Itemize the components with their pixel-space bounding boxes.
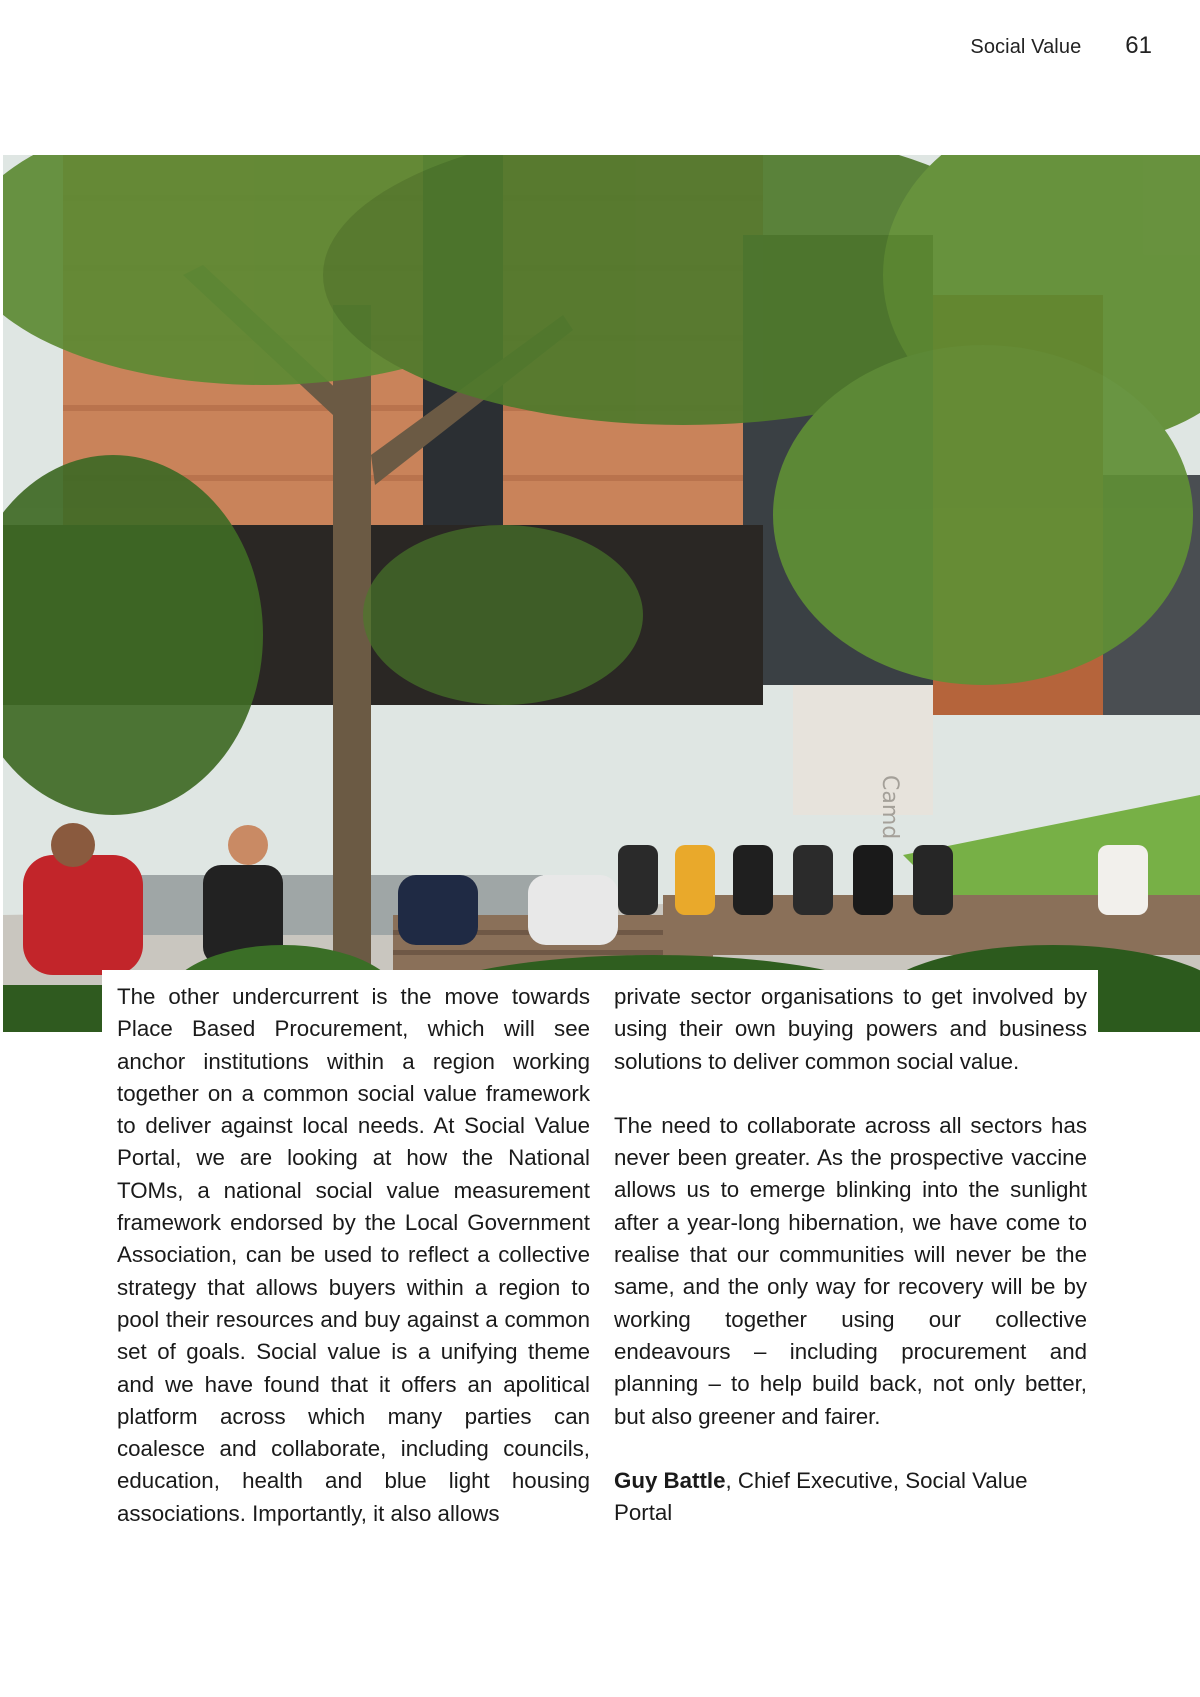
body-paragraph: The other undercurrent is the move towards Place Based Procurement, which will see anchor institutions within a region working together on a common social value framework to deliver against local needs. At Social Value Portal, we are looking at how the National TOMs, a national social value measurement framework endorsed by the Local Government Association, can be used to reflect a collective strategy that allows buyers within a region to pool their resources and buy against a common set of goals. Social value is a unifying theme and we have found that it offers an apolitical platform across which many parties can coalesce and collaborate, including councils, education, health and blue light housing associations. Importantly, it also allows bbox=[117, 984, 590, 1526]
courtyard-photo bbox=[3, 155, 1200, 1032]
author-name: Guy Battle bbox=[614, 1467, 726, 1493]
section-title: Social Value bbox=[970, 36, 1082, 58]
building-sign: Camd bbox=[877, 775, 902, 840]
article-column-left bbox=[117, 981, 590, 1530]
article-text-panel bbox=[102, 970, 1098, 1530]
page-header bbox=[970, 32, 1152, 60]
courtyard-illustration bbox=[3, 155, 1200, 1032]
author-role: , Chief Executive, Social Value Portal bbox=[614, 1467, 1028, 1526]
page-number: 61 bbox=[1125, 32, 1152, 59]
body-paragraph: The need to collaborate across all sectors has never been greater. As the prospective vaccine allows us to emerge blinking into the sunlight after a year-long hibernation, we have come to realise that our communities will never be the same, and the only way for recovery will be by working together using our collective endeavours – including procurement and planning – to help build back, not only better, but also greener and fairer. bbox=[614, 1112, 1087, 1429]
article-column-right bbox=[614, 981, 1087, 1529]
author-signature bbox=[614, 1465, 1087, 1530]
body-paragraph: private sector organisations to get involved by using their own buying powers and business solutions to deliver common social value. bbox=[614, 984, 1087, 1074]
